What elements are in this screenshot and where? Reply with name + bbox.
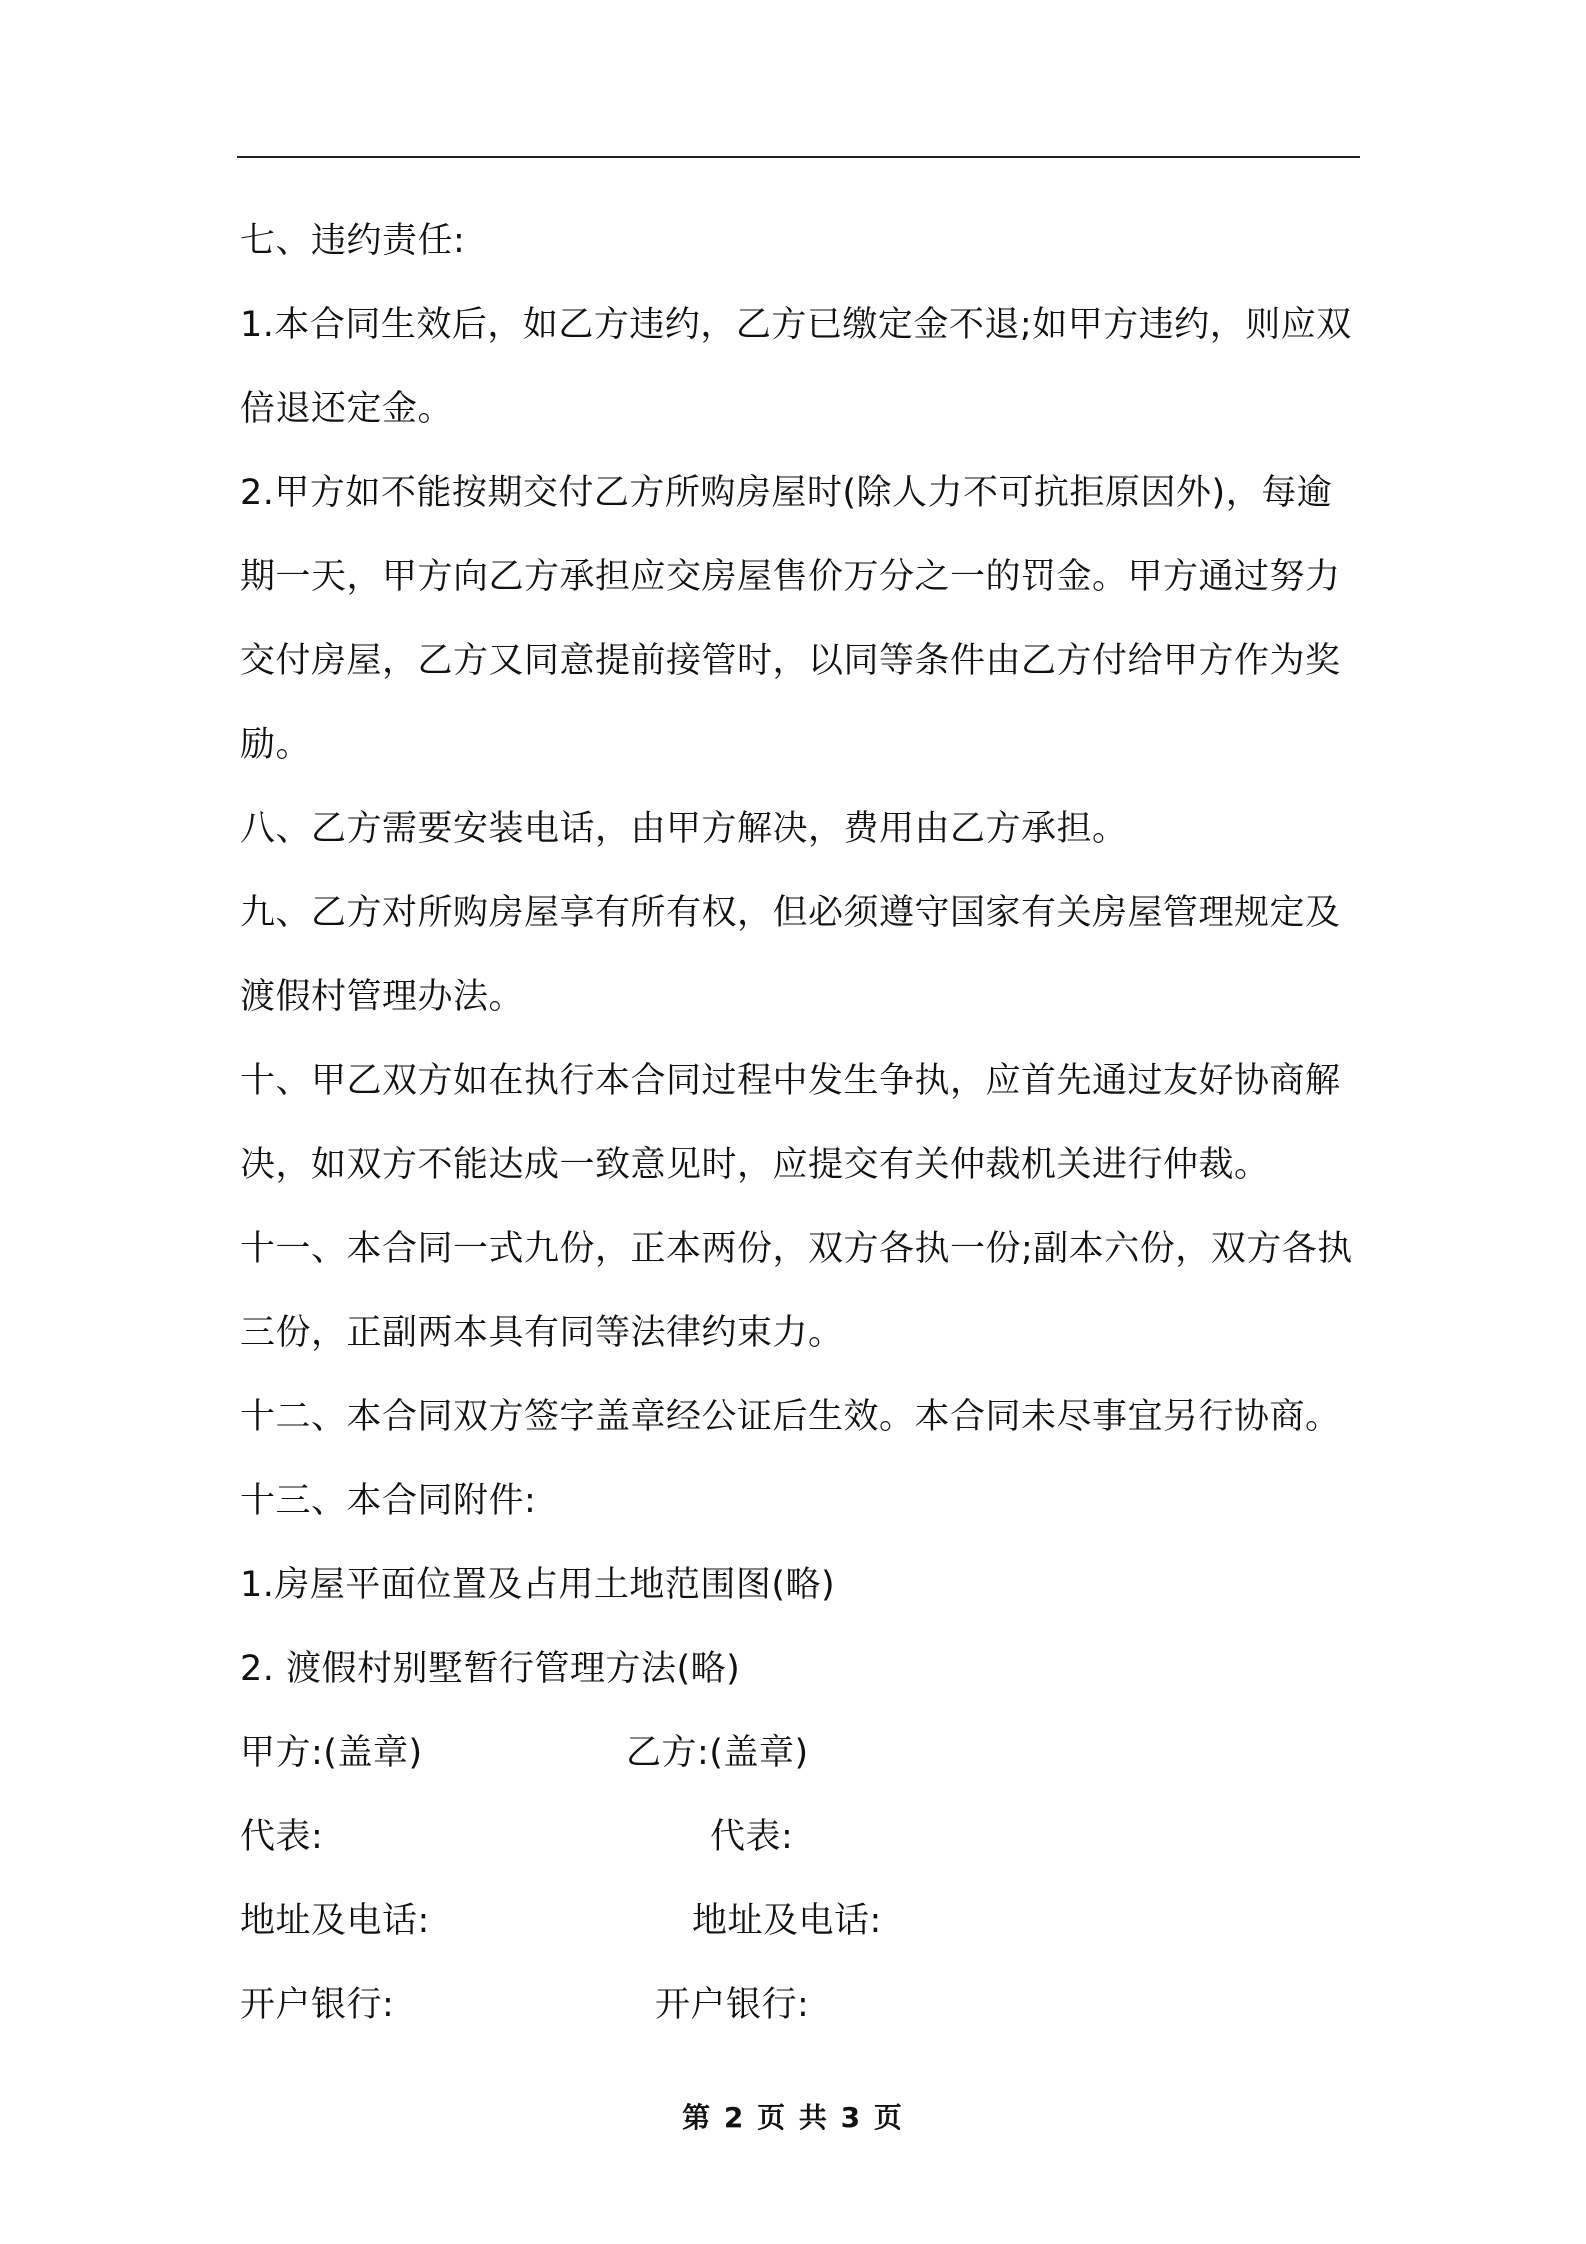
section-heading-breach: 七、违约责任:: [240, 221, 466, 261]
section-8-telephone: 八、乙方需要安装电话，由甲方解决，费用由乙方承担。: [240, 809, 1128, 849]
attachment-1: 1.房屋平面位置及占用土地范围图(略): [240, 1565, 836, 1605]
party-b-address-label: 地址及电话:: [692, 1901, 882, 1941]
signature-row-bank: [240, 1963, 1364, 2047]
party-a-representative-label: 代表:: [240, 1817, 324, 1857]
attachment-2: 2. 渡假村别墅暂行管理方法(略): [240, 1649, 741, 1689]
party-b-bank-label: 开户银行:: [655, 1985, 810, 2025]
section-13-attachments: 十三、本合同附件:: [240, 1481, 537, 1521]
header-rule: [237, 156, 1360, 158]
party-a-bank-label: 开户银行:: [240, 1985, 395, 2025]
section-12-effect: 十二、本合同双方签字盖章经公证后生效。本合同未尽事宜另行协商。: [240, 1397, 1341, 1437]
page-number-footer: 第 2 页 共 3 页: [682, 2101, 904, 2134]
section-10-dispute: 十、甲乙双方如在执行本合同过程中发生争执，应首先通过友好协商解决，如双方不能达成一致意见时，应提交有关仲裁机关进行仲裁。: [240, 1061, 1341, 1185]
party-a-seal-label: 甲方:(盖章): [240, 1733, 423, 1773]
section-11-copies: 十一、本合同一式九份，正本两份，双方各执一份;副本六份，双方各执三份，正副两本具有同等法律约束力。: [240, 1229, 1353, 1353]
clause-breach-2: 2.甲方如不能按期交付乙方所购房屋时(除人力不可抗拒原因外)，每逾期一天，甲方向乙方承担应交房屋售价万分之一的罚金。甲方通过努力交付房屋，乙方又同意提前接管时，以同等条件由乙方付给甲方作为奖励。: [240, 473, 1341, 765]
party-b-representative-label: 代表:: [710, 1817, 794, 1857]
document-body: [240, 199, 1364, 2047]
signature-row-address: [240, 1879, 1364, 1963]
signature-row-party: [240, 1711, 1364, 1795]
clause-breach-1: 1.本合同生效后，如乙方违约，乙方已缴定金不退;如甲方违约，则应双倍退还定金。: [240, 305, 1352, 429]
section-9-ownership: 九、乙方对所购房屋享有所有权，但必须遵守国家有关房屋管理规定及渡假村管理办法。: [240, 893, 1341, 1017]
signature-row-representative: [240, 1795, 1364, 1879]
party-a-address-label: 地址及电话:: [240, 1901, 430, 1941]
party-b-seal-label: 乙方:(盖章): [626, 1733, 809, 1773]
